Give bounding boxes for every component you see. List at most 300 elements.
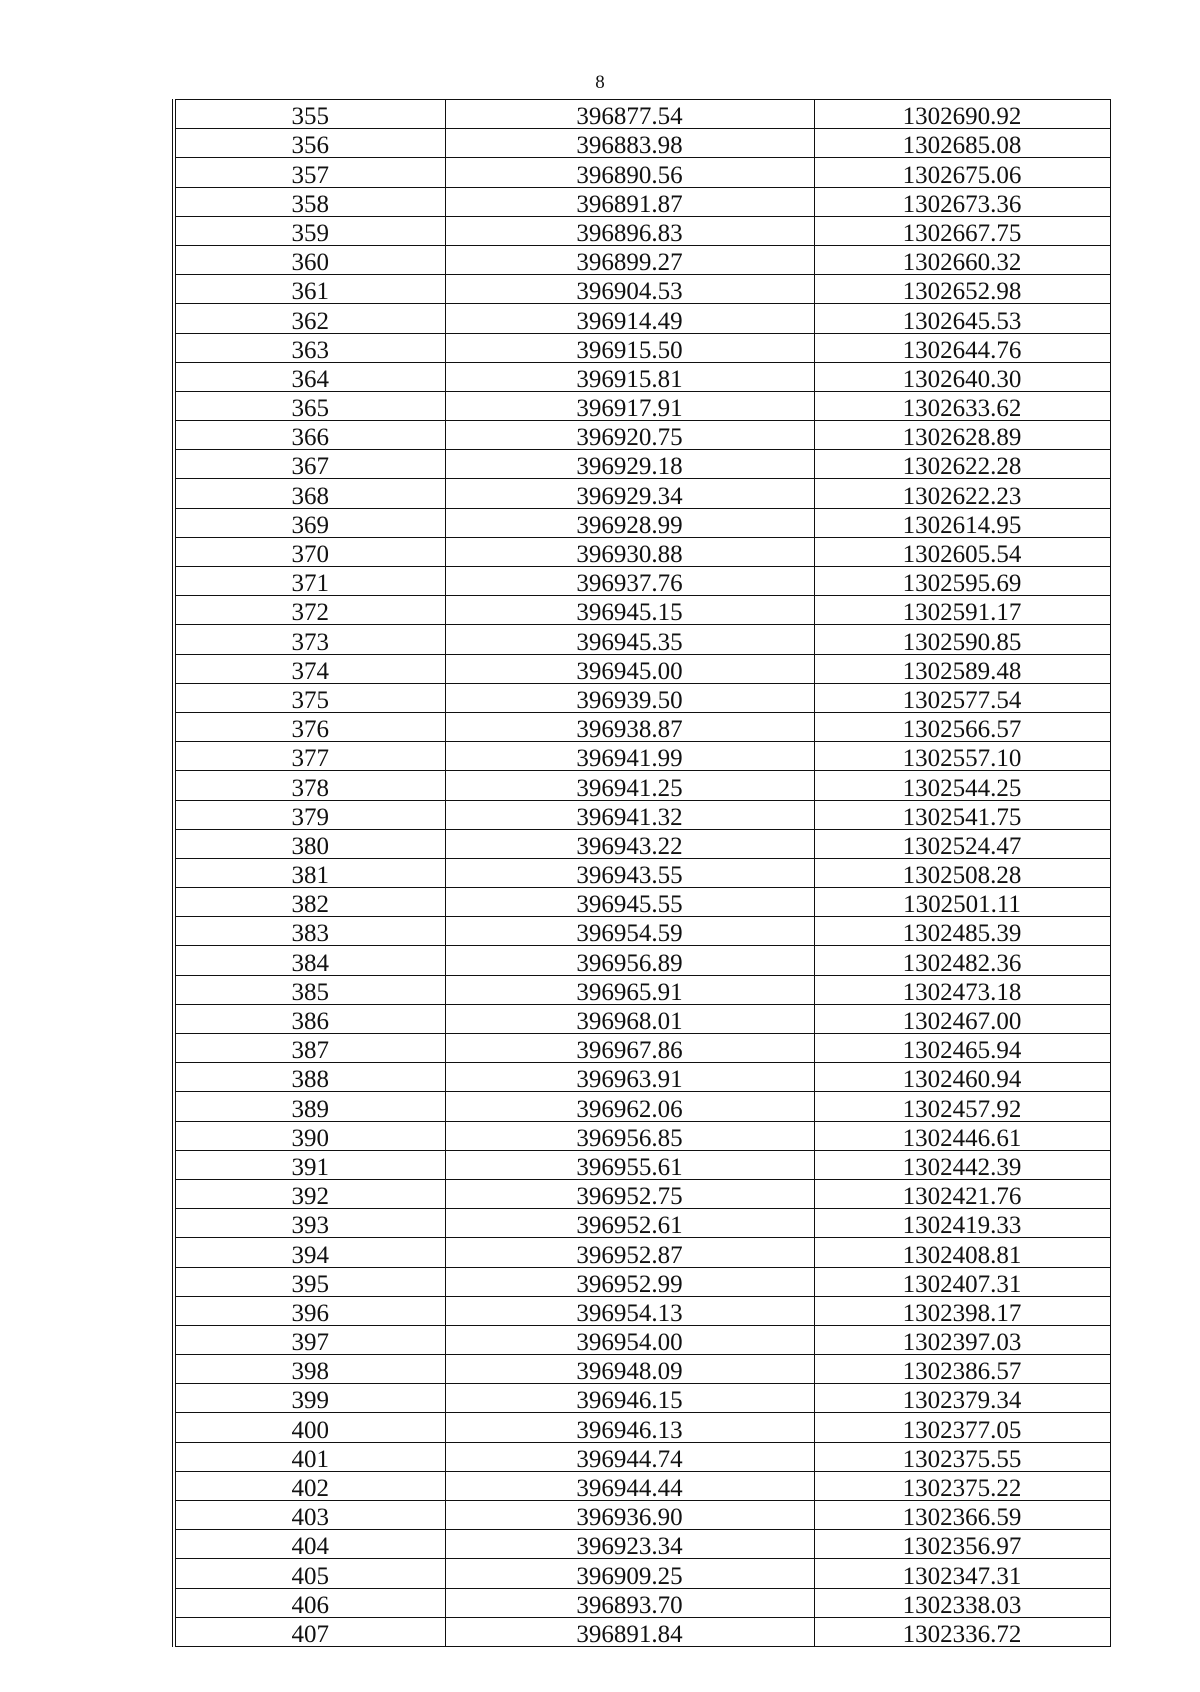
cell-value: 359 bbox=[291, 219, 329, 246]
cell-value: 396914.49 bbox=[576, 307, 683, 333]
table-row bbox=[174, 1501, 1110, 1530]
cell-value: 396937.76 bbox=[576, 570, 683, 596]
cell-value: 1302622.23 bbox=[902, 482, 1022, 509]
table-row bbox=[174, 1413, 1110, 1442]
cell-value: 365 bbox=[291, 395, 329, 421]
cell-value: 400 bbox=[291, 1416, 329, 1443]
y-coordinate-cell bbox=[814, 362, 1110, 391]
x-coordinate-cell bbox=[445, 1121, 814, 1150]
x-coordinate-cell bbox=[445, 771, 814, 800]
cell-value: 368 bbox=[291, 482, 329, 509]
x-coordinate-cell bbox=[445, 975, 814, 1004]
x-coordinate-cell bbox=[445, 625, 814, 654]
cell-value: 1302442.39 bbox=[902, 1153, 1022, 1180]
x-coordinate-cell bbox=[445, 888, 814, 917]
cell-value: 381 bbox=[291, 862, 329, 888]
cell-value: 396941.32 bbox=[576, 803, 683, 830]
cell-value: 1302557.10 bbox=[902, 745, 1022, 771]
table-row bbox=[174, 450, 1110, 479]
cell-value: 1302386.57 bbox=[902, 1358, 1022, 1384]
table-row bbox=[174, 975, 1110, 1004]
cell-value: 1302685.08 bbox=[902, 132, 1022, 158]
cell-value: 1302379.34 bbox=[902, 1387, 1022, 1413]
point-number-cell bbox=[174, 771, 445, 800]
y-coordinate-cell bbox=[814, 1325, 1110, 1354]
cell-value: 396939.50 bbox=[576, 686, 683, 713]
y-coordinate-cell bbox=[814, 391, 1110, 420]
point-number-cell bbox=[174, 216, 445, 245]
cell-value: 396923.34 bbox=[576, 1533, 683, 1559]
table-row bbox=[174, 567, 1110, 596]
table-row bbox=[174, 771, 1110, 800]
cell-value: 357 bbox=[291, 161, 329, 188]
cell-value: 1302366.59 bbox=[902, 1504, 1022, 1530]
cell-value: 1302347.31 bbox=[902, 1562, 1022, 1589]
x-coordinate-cell bbox=[445, 1413, 814, 1442]
cell-value: 1302465.94 bbox=[902, 1037, 1022, 1063]
cell-value: 396941.99 bbox=[576, 745, 683, 771]
y-coordinate-cell bbox=[814, 683, 1110, 712]
cell-value: 396968.01 bbox=[576, 1008, 683, 1034]
cell-value: 396956.89 bbox=[576, 949, 683, 976]
point-number-cell bbox=[174, 1238, 445, 1267]
x-coordinate-cell bbox=[445, 946, 814, 975]
y-coordinate-cell bbox=[814, 537, 1110, 566]
cell-value: 375 bbox=[291, 686, 329, 713]
cell-value: 358 bbox=[291, 190, 329, 217]
table-row bbox=[174, 1296, 1110, 1325]
y-coordinate-cell bbox=[814, 1384, 1110, 1413]
cell-value: 396954.59 bbox=[576, 920, 683, 946]
y-coordinate-cell bbox=[814, 829, 1110, 858]
x-coordinate-cell bbox=[445, 129, 814, 158]
table-row bbox=[174, 1034, 1110, 1063]
y-coordinate-cell bbox=[814, 1034, 1110, 1063]
cell-value: 1302644.76 bbox=[902, 336, 1022, 363]
cell-value: 1302640.30 bbox=[902, 365, 1022, 392]
x-coordinate-cell bbox=[445, 1004, 814, 1033]
cell-value: 396967.86 bbox=[576, 1037, 683, 1063]
cell-value: 396943.55 bbox=[576, 862, 683, 888]
cell-value: 1302407.31 bbox=[902, 1270, 1022, 1297]
cell-value: 396891.84 bbox=[576, 1620, 683, 1647]
table-row bbox=[174, 537, 1110, 566]
table-row bbox=[174, 1588, 1110, 1617]
cell-value: 1302524.47 bbox=[902, 832, 1022, 859]
y-coordinate-cell bbox=[814, 1209, 1110, 1238]
point-number-cell bbox=[174, 1063, 445, 1092]
table-row bbox=[174, 712, 1110, 741]
y-coordinate-cell bbox=[814, 1413, 1110, 1442]
table-row bbox=[174, 1092, 1110, 1121]
cell-value: 1302408.81 bbox=[902, 1241, 1022, 1267]
x-coordinate-cell bbox=[445, 917, 814, 946]
x-coordinate-cell bbox=[445, 800, 814, 829]
point-number-cell bbox=[174, 625, 445, 654]
point-number-cell bbox=[174, 1092, 445, 1121]
y-coordinate-cell bbox=[814, 1617, 1110, 1646]
y-coordinate-cell bbox=[814, 1296, 1110, 1325]
cell-value: 1302482.36 bbox=[902, 949, 1022, 976]
x-coordinate-cell bbox=[445, 1209, 814, 1238]
cell-value: 1302591.17 bbox=[902, 599, 1022, 625]
y-coordinate-cell bbox=[814, 129, 1110, 158]
point-number-cell bbox=[174, 946, 445, 975]
cell-value: 396943.22 bbox=[576, 832, 683, 859]
cell-value: 401 bbox=[291, 1445, 329, 1472]
cell-value: 396952.99 bbox=[576, 1270, 683, 1297]
cell-value: 1302375.22 bbox=[902, 1475, 1022, 1501]
x-coordinate-cell bbox=[445, 275, 814, 304]
x-coordinate-cell bbox=[445, 1588, 814, 1617]
x-coordinate-cell bbox=[445, 1384, 814, 1413]
cell-value: 394 bbox=[291, 1241, 329, 1267]
table-row bbox=[174, 421, 1110, 450]
y-coordinate-cell bbox=[814, 1530, 1110, 1559]
table-row bbox=[174, 946, 1110, 975]
y-coordinate-cell bbox=[814, 1471, 1110, 1500]
x-coordinate-cell bbox=[445, 158, 814, 187]
point-number-cell bbox=[174, 567, 445, 596]
y-coordinate-cell bbox=[814, 596, 1110, 625]
point-number-cell bbox=[174, 1179, 445, 1208]
y-coordinate-cell bbox=[814, 888, 1110, 917]
table-row bbox=[174, 1617, 1110, 1646]
point-number-cell bbox=[174, 1501, 445, 1530]
x-coordinate-cell bbox=[445, 450, 814, 479]
cell-value: 396955.61 bbox=[576, 1153, 683, 1180]
y-coordinate-cell bbox=[814, 508, 1110, 537]
cell-value: 1302673.36 bbox=[902, 190, 1022, 217]
cell-value: 396941.25 bbox=[576, 774, 683, 800]
cell-value: 383 bbox=[291, 920, 329, 946]
cell-value: 397 bbox=[291, 1329, 329, 1355]
cell-value: 371 bbox=[291, 570, 329, 596]
cell-value: 396920.75 bbox=[576, 424, 683, 450]
cell-value: 360 bbox=[291, 249, 329, 275]
table-row bbox=[174, 858, 1110, 887]
x-coordinate-cell bbox=[445, 304, 814, 333]
cell-value: 1302457.92 bbox=[902, 1095, 1022, 1122]
table-row bbox=[174, 129, 1110, 158]
y-coordinate-cell bbox=[814, 567, 1110, 596]
cell-value: 1302460.94 bbox=[902, 1066, 1022, 1092]
table-row bbox=[174, 1121, 1110, 1150]
x-coordinate-cell bbox=[445, 654, 814, 683]
point-number-cell bbox=[174, 1267, 445, 1296]
y-coordinate-cell bbox=[814, 304, 1110, 333]
x-coordinate-cell bbox=[445, 1325, 814, 1354]
y-coordinate-cell bbox=[814, 1442, 1110, 1471]
point-number-cell bbox=[174, 275, 445, 304]
cell-value: 388 bbox=[291, 1066, 329, 1092]
table-row bbox=[174, 1559, 1110, 1588]
cell-value: 373 bbox=[291, 628, 329, 655]
cell-value: 396946.15 bbox=[576, 1387, 683, 1413]
cell-value: 1302590.85 bbox=[902, 628, 1022, 655]
cell-value: 1302652.98 bbox=[902, 278, 1022, 304]
point-number-cell bbox=[174, 596, 445, 625]
table-row bbox=[174, 1355, 1110, 1384]
y-coordinate-cell bbox=[814, 421, 1110, 450]
cell-value: 1302544.25 bbox=[902, 774, 1022, 800]
table-row bbox=[174, 158, 1110, 187]
x-coordinate-cell bbox=[445, 362, 814, 391]
point-number-cell bbox=[174, 421, 445, 450]
point-number-cell bbox=[174, 1296, 445, 1325]
x-coordinate-cell bbox=[445, 1238, 814, 1267]
cell-value: 379 bbox=[291, 803, 329, 830]
y-coordinate-cell bbox=[814, 771, 1110, 800]
y-coordinate-cell bbox=[814, 158, 1110, 187]
table-row bbox=[174, 479, 1110, 508]
cell-value: 386 bbox=[291, 1008, 329, 1034]
cell-value: 1302467.00 bbox=[902, 1008, 1022, 1034]
y-coordinate-cell bbox=[814, 479, 1110, 508]
cell-value: 396890.56 bbox=[576, 161, 683, 188]
y-coordinate-cell bbox=[814, 1238, 1110, 1267]
page-number: 8 bbox=[595, 72, 605, 93]
cell-value: 396891.87 bbox=[576, 190, 683, 217]
x-coordinate-cell bbox=[445, 537, 814, 566]
cell-value: 398 bbox=[291, 1358, 329, 1384]
point-number-cell bbox=[174, 654, 445, 683]
cell-value: 396938.87 bbox=[576, 716, 683, 742]
y-coordinate-cell bbox=[814, 625, 1110, 654]
x-coordinate-cell bbox=[445, 245, 814, 274]
point-number-cell bbox=[174, 829, 445, 858]
cell-value: 378 bbox=[291, 774, 329, 800]
y-coordinate-cell bbox=[814, 1063, 1110, 1092]
x-coordinate-cell bbox=[445, 187, 814, 216]
cell-value: 1302614.95 bbox=[902, 511, 1022, 538]
table-row bbox=[174, 1150, 1110, 1179]
table-row bbox=[174, 187, 1110, 216]
point-number-cell bbox=[174, 479, 445, 508]
cell-value: 374 bbox=[291, 657, 329, 684]
cell-value: 355 bbox=[291, 103, 329, 129]
cell-value: 1302622.28 bbox=[902, 453, 1022, 479]
point-number-cell bbox=[174, 1588, 445, 1617]
cell-value: 393 bbox=[291, 1212, 329, 1238]
cell-value: 370 bbox=[291, 541, 329, 567]
cell-value: 396962.06 bbox=[576, 1095, 683, 1122]
cell-value: 369 bbox=[291, 511, 329, 538]
point-number-cell bbox=[174, 1209, 445, 1238]
cell-value: 396965.91 bbox=[576, 978, 683, 1005]
x-coordinate-cell bbox=[445, 1296, 814, 1325]
point-number-cell bbox=[174, 1530, 445, 1559]
y-coordinate-cell bbox=[814, 1179, 1110, 1208]
cell-value: 407 bbox=[291, 1620, 329, 1647]
coordinate-table bbox=[172, 99, 1111, 1647]
cell-value: 356 bbox=[291, 132, 329, 158]
point-number-cell bbox=[174, 1121, 445, 1150]
cell-value: 396956.85 bbox=[576, 1124, 683, 1151]
cell-value: 1302356.97 bbox=[902, 1533, 1022, 1559]
table-row bbox=[174, 654, 1110, 683]
cell-value: 367 bbox=[291, 453, 329, 479]
point-number-cell bbox=[174, 1325, 445, 1354]
cell-value: 1302605.54 bbox=[902, 541, 1022, 567]
table-row bbox=[174, 888, 1110, 917]
y-coordinate-cell bbox=[814, 333, 1110, 362]
cell-value: 396945.15 bbox=[576, 599, 683, 625]
cell-value: 396930.88 bbox=[576, 541, 683, 567]
x-coordinate-cell bbox=[445, 216, 814, 245]
x-coordinate-cell bbox=[445, 1559, 814, 1588]
cell-value: 390 bbox=[291, 1124, 329, 1151]
x-coordinate-cell bbox=[445, 1092, 814, 1121]
table-row bbox=[174, 1530, 1110, 1559]
cell-value: 372 bbox=[291, 599, 329, 625]
cell-value: 396883.98 bbox=[576, 132, 683, 158]
x-coordinate-cell bbox=[445, 1063, 814, 1092]
table-row bbox=[174, 596, 1110, 625]
cell-value: 396929.34 bbox=[576, 482, 683, 509]
cell-value: 396945.00 bbox=[576, 657, 683, 684]
table-row bbox=[174, 1325, 1110, 1354]
cell-value: 404 bbox=[291, 1533, 329, 1559]
cell-value: 1302398.17 bbox=[902, 1299, 1022, 1326]
table-row bbox=[174, 917, 1110, 946]
point-number-cell bbox=[174, 362, 445, 391]
y-coordinate-cell bbox=[814, 742, 1110, 771]
cell-value: 1302566.57 bbox=[902, 716, 1022, 742]
point-number-cell bbox=[174, 1034, 445, 1063]
cell-value: 396952.87 bbox=[576, 1241, 683, 1267]
cell-value: 363 bbox=[291, 336, 329, 363]
point-number-cell bbox=[174, 158, 445, 187]
table-row bbox=[174, 1471, 1110, 1500]
cell-value: 396877.54 bbox=[576, 103, 683, 129]
point-number-cell bbox=[174, 1442, 445, 1471]
point-number-cell bbox=[174, 1004, 445, 1033]
point-number-cell bbox=[174, 391, 445, 420]
table-row bbox=[174, 275, 1110, 304]
cell-value: 376 bbox=[291, 716, 329, 742]
point-number-cell bbox=[174, 742, 445, 771]
cell-value: 403 bbox=[291, 1504, 329, 1530]
x-coordinate-cell bbox=[445, 100, 814, 129]
cell-value: 396896.83 bbox=[576, 219, 683, 246]
table-row bbox=[174, 508, 1110, 537]
cell-value: 385 bbox=[291, 978, 329, 1005]
x-coordinate-cell bbox=[445, 1179, 814, 1208]
table-row bbox=[174, 1384, 1110, 1413]
point-number-cell bbox=[174, 1384, 445, 1413]
cell-value: 387 bbox=[291, 1037, 329, 1063]
table-row bbox=[174, 362, 1110, 391]
table-row bbox=[174, 245, 1110, 274]
x-coordinate-cell bbox=[445, 683, 814, 712]
x-coordinate-cell bbox=[445, 391, 814, 420]
point-number-cell bbox=[174, 1150, 445, 1179]
cell-value: 384 bbox=[291, 949, 329, 976]
cell-value: 389 bbox=[291, 1095, 329, 1122]
cell-value: 396944.44 bbox=[576, 1475, 683, 1501]
point-number-cell bbox=[174, 245, 445, 274]
cell-value: 380 bbox=[291, 832, 329, 859]
cell-value: 1302397.03 bbox=[902, 1329, 1022, 1355]
y-coordinate-cell bbox=[814, 216, 1110, 245]
table-row bbox=[174, 1209, 1110, 1238]
point-number-cell bbox=[174, 187, 445, 216]
cell-value: 406 bbox=[291, 1591, 329, 1618]
cell-value: 1302473.18 bbox=[902, 978, 1022, 1005]
cell-value: 395 bbox=[291, 1270, 329, 1297]
cell-value: 1302336.72 bbox=[902, 1620, 1022, 1647]
y-coordinate-cell bbox=[814, 1150, 1110, 1179]
cell-value: 396946.13 bbox=[576, 1416, 683, 1443]
x-coordinate-cell bbox=[445, 1617, 814, 1646]
y-coordinate-cell bbox=[814, 245, 1110, 274]
cell-value: 1302419.33 bbox=[902, 1212, 1022, 1238]
table-row bbox=[174, 742, 1110, 771]
point-number-cell bbox=[174, 508, 445, 537]
point-number-cell bbox=[174, 450, 445, 479]
cell-value: 1302375.55 bbox=[902, 1445, 1022, 1472]
point-number-cell bbox=[174, 129, 445, 158]
point-number-cell bbox=[174, 888, 445, 917]
cell-value: 396904.53 bbox=[576, 278, 683, 304]
cell-value: 396893.70 bbox=[576, 1591, 683, 1618]
x-coordinate-cell bbox=[445, 712, 814, 741]
table-row bbox=[174, 1442, 1110, 1471]
x-coordinate-cell bbox=[445, 1471, 814, 1500]
cell-value: 396 bbox=[291, 1299, 329, 1326]
y-coordinate-cell bbox=[814, 712, 1110, 741]
y-coordinate-cell bbox=[814, 1121, 1110, 1150]
table-row bbox=[174, 829, 1110, 858]
table-row bbox=[174, 391, 1110, 420]
cell-value: 1302633.62 bbox=[902, 395, 1022, 421]
point-number-cell bbox=[174, 858, 445, 887]
cell-value: 1302338.03 bbox=[902, 1591, 1022, 1618]
x-coordinate-cell bbox=[445, 1150, 814, 1179]
cell-value: 396948.09 bbox=[576, 1358, 683, 1384]
y-coordinate-cell bbox=[814, 100, 1110, 129]
cell-value: 1302690.92 bbox=[902, 103, 1022, 129]
cell-value: 1302446.61 bbox=[902, 1124, 1022, 1151]
x-coordinate-cell bbox=[445, 1267, 814, 1296]
cell-value: 396963.91 bbox=[576, 1066, 683, 1092]
cell-value: 396945.55 bbox=[576, 891, 683, 917]
x-coordinate-cell bbox=[445, 421, 814, 450]
cell-value: 1302421.76 bbox=[902, 1183, 1022, 1209]
point-number-cell bbox=[174, 1617, 445, 1646]
y-coordinate-cell bbox=[814, 1004, 1110, 1033]
cell-value: 1302645.53 bbox=[902, 307, 1022, 333]
cell-value: 396936.90 bbox=[576, 1504, 683, 1530]
point-number-cell bbox=[174, 333, 445, 362]
cell-value: 1302377.05 bbox=[902, 1416, 1022, 1443]
table-row bbox=[174, 333, 1110, 362]
x-coordinate-cell bbox=[445, 333, 814, 362]
y-coordinate-cell bbox=[814, 800, 1110, 829]
y-coordinate-cell bbox=[814, 946, 1110, 975]
cell-value: 1302660.32 bbox=[902, 249, 1022, 275]
x-coordinate-cell bbox=[445, 596, 814, 625]
cell-value: 392 bbox=[291, 1183, 329, 1209]
point-number-cell bbox=[174, 683, 445, 712]
point-number-cell bbox=[174, 1413, 445, 1442]
cell-value: 396929.18 bbox=[576, 453, 683, 479]
coordinate-table-body bbox=[174, 100, 1110, 1647]
cell-value: 1302595.69 bbox=[902, 570, 1022, 596]
point-number-cell bbox=[174, 1471, 445, 1500]
cell-value: 396917.91 bbox=[576, 395, 683, 421]
